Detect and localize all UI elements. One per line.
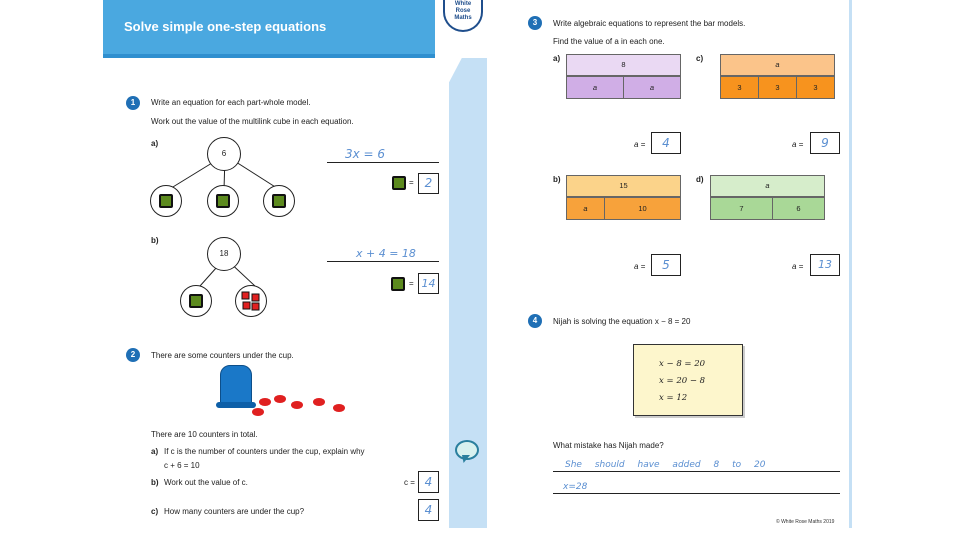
q3b-answer-box[interactable] — [651, 254, 681, 276]
q1b-equation-answer: x + 4 = 18 — [356, 247, 416, 260]
q3b-part-value: 10 — [638, 204, 647, 213]
q4-answer-line-1 — [553, 471, 840, 472]
q2a-equation: c + 6 = 10 — [164, 461, 200, 470]
q3d-answer: 13 — [818, 258, 832, 271]
q2b-label: b) — [151, 478, 159, 487]
q3a-top-value: 8 — [621, 60, 626, 69]
q3a-bar-top — [566, 54, 681, 76]
q3c-part-value: 3 — [775, 83, 780, 92]
copyright: © White Rose Maths 2019 — [776, 519, 835, 525]
q3b-label: b) — [553, 175, 561, 184]
q3d-label: d) — [696, 175, 704, 184]
red-counters-icon — [245, 393, 355, 418]
q3c-prefix: a = — [792, 140, 804, 149]
q2b-prefix: c = — [404, 478, 415, 487]
q1b-label: b) — [151, 236, 159, 245]
q3a-prefix: a = — [634, 140, 646, 149]
q3c-part-value: 3 — [737, 83, 742, 92]
white-rose-logo — [443, 0, 483, 32]
working-line: x − 8 = 20 — [659, 359, 706, 369]
q2c-answer-box[interactable] — [418, 499, 439, 521]
q4-instruction: Nijah is solving the equation x − 8 = 20 — [553, 317, 691, 326]
multilink-cube-icon — [189, 294, 203, 308]
question-number-1: 1 — [126, 96, 140, 110]
q3c-bar-top — [720, 54, 835, 76]
q3a-bar-part — [566, 76, 624, 99]
q3c-top-value: a — [775, 60, 780, 69]
q3d-bar-top — [710, 175, 825, 197]
q3c-answer-box[interactable] — [810, 132, 840, 154]
q3c-bar-part — [720, 76, 759, 99]
q4-answer-line-2 — [553, 493, 840, 494]
q3d-part-value: 6 — [796, 204, 801, 213]
q3b-answer: 5 — [662, 258, 670, 272]
q3a-part-value: a — [649, 83, 655, 92]
q3a-bar-part — [623, 76, 681, 99]
four-red-counters-icon — [240, 290, 262, 312]
q2b-answer: 4 — [424, 475, 433, 489]
q3d-part-value: 7 — [739, 204, 744, 213]
q2-total-text: There are 10 counters in total. — [151, 430, 258, 439]
q3a-answer-box[interactable] — [651, 132, 681, 154]
q1a-cube-answer-box[interactable] — [418, 173, 439, 194]
q1b-cube-answer-box[interactable] — [418, 273, 439, 294]
q3b-part-value: a — [583, 204, 588, 213]
q4-question: What mistake has Nijah made? — [553, 441, 664, 450]
q3b-bar-part — [604, 197, 681, 220]
q1a-label: a) — [151, 139, 159, 148]
multilink-cube-icon — [216, 194, 230, 208]
q3-instruction-1: Write algebraic equations to represent the bar models. — [553, 19, 746, 28]
logo-line: White — [454, 1, 472, 7]
question-number-3: 3 — [528, 16, 542, 30]
logo-line: Maths — [454, 15, 472, 21]
working-line: x = 12 — [659, 393, 688, 403]
q1a-cube-answer: 2 — [424, 176, 433, 190]
q1a-equation-answer: 3x = 6 — [345, 147, 386, 161]
q3a-answer: 4 — [662, 136, 670, 150]
q2c-answer: 4 — [424, 503, 433, 517]
q3c-label: c) — [696, 54, 704, 63]
multilink-cube-icon — [272, 194, 286, 208]
q3d-answer-box[interactable] — [810, 254, 840, 276]
banner-stripe — [103, 54, 435, 58]
multilink-cube-icon — [159, 194, 173, 208]
q2c-label: c) — [151, 507, 159, 516]
q3a-label: a) — [553, 54, 561, 63]
q2a-text: If c is the number of counters under the cup, explain why — [164, 447, 365, 456]
q3c-answer: 9 — [821, 136, 829, 150]
q1-instruction-2: Work out the value of the multilink cube in each equation. — [151, 117, 354, 126]
logo-line: Rose — [455, 8, 471, 14]
q2a-label: a) — [151, 447, 159, 456]
q3c-part-value: 3 — [813, 83, 818, 92]
q1a-whole-circle — [207, 137, 241, 171]
equals-sign: = — [409, 279, 414, 288]
q3d-top-value: a — [765, 181, 770, 190]
sidebar-strip-top — [403, 58, 487, 82]
q3a-part-value: a — [592, 83, 598, 92]
equals-sign: = — [409, 178, 414, 187]
q1a-answer-line — [327, 162, 439, 163]
q1b-answer-line — [327, 261, 439, 262]
q2b-answer-box[interactable] — [418, 471, 439, 493]
question-number-4: 4 — [528, 314, 542, 328]
multilink-cube-icon — [391, 277, 405, 291]
q1a-whole-value: 6 — [221, 149, 227, 158]
q3c-bar-part — [796, 76, 835, 99]
q3d-bar-part — [710, 197, 773, 220]
q3d-bar-part — [772, 197, 825, 220]
q3d-prefix: a = — [792, 262, 804, 271]
q2c-text: How many counters are under the cup? — [164, 507, 305, 516]
q2b-text: Work out the value of c. — [164, 478, 248, 487]
q3b-bar-top — [566, 175, 681, 197]
q1b-whole-circle — [207, 237, 241, 271]
nijah-working-card — [633, 344, 743, 416]
q3b-top-value: 15 — [619, 181, 628, 190]
multilink-cube-icon — [392, 176, 406, 190]
q1b-whole-value: 18 — [219, 249, 229, 258]
q1b-cube-answer: 14 — [421, 277, 436, 290]
q3b-bar-part — [566, 197, 605, 220]
q3-instruction-2: Find the value of a in each one. — [553, 37, 665, 46]
q1-instruction-1: Write an equation for each part-whole model. — [151, 98, 311, 107]
q4-answer-line-2-text: x=28 — [563, 482, 588, 492]
q2-instruction-1: There are some counters under the cup. — [151, 351, 294, 360]
q3c-bar-part — [758, 76, 797, 99]
working-line: x = 20 − 8 — [659, 376, 706, 386]
q4-answer-line-1-text: She should have added 8 to 20 — [565, 460, 766, 470]
q3b-prefix: a = — [634, 262, 646, 271]
question-number-2: 2 — [126, 348, 140, 362]
sidebar-strip — [449, 82, 487, 528]
page-title: Solve simple one-step equations — [124, 19, 327, 34]
right-page-border — [849, 0, 852, 528]
